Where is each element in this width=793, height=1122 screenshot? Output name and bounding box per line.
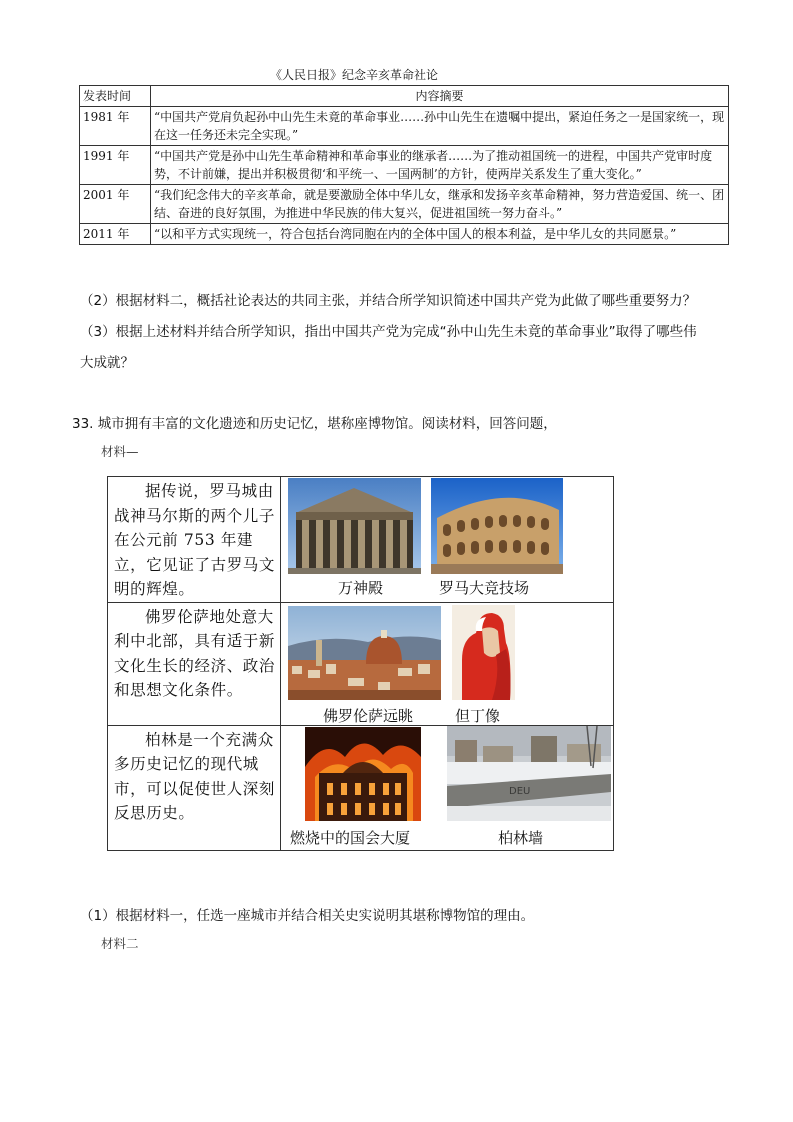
table-row xyxy=(80,224,729,245)
city-row-florence xyxy=(108,602,614,725)
question-2: （2）根据材料二，概括社论表达的共同主张，并结合所学知识简述中国共产党为此做了哪些重要努力？ xyxy=(80,293,697,309)
colosseum-image xyxy=(431,478,563,574)
row-text: “我们纪念伟大的辛亥革命，就是要激励全体中华儿女，继承和发扬辛亥革命精神，努力营造爱国、统一、团结、奋进的良好氛围，为推进中华民族的伟大复兴，促进祖国统一努力奋斗。” xyxy=(151,185,729,224)
question-3-line-2: 大成就？ xyxy=(80,355,134,371)
row-year: 1991 年 xyxy=(80,146,151,185)
question-3-line-1: （3）根据上述材料并结合所学知识，指出中国共产党为完成“孙中山先生未竟的革命事业”取得了哪些伟 xyxy=(80,324,697,340)
table-header-row xyxy=(80,86,729,107)
editorial-table xyxy=(79,85,729,245)
caption-dante: 但丁像 xyxy=(455,706,501,725)
material-2-label: 材料二 xyxy=(101,936,139,951)
rome-text: 据传说，罗马城由战神马尔斯的两个儿子在公元前 753 年建立，它见证了古罗马文明的辉煌。 xyxy=(108,477,281,603)
caption-colosseum: 罗马大竞技场 xyxy=(439,579,530,597)
question-33: 33. 城市拥有丰富的文化遗迹和历史记忆，堪称座博物馆。阅读材料，回答问题， xyxy=(72,416,557,432)
city-table xyxy=(107,476,614,851)
table-row xyxy=(80,146,729,185)
header-content: 内容摘要 xyxy=(151,86,729,107)
table-row xyxy=(80,185,729,224)
table1-caption: 《人民日报》纪念辛亥革命社论 xyxy=(270,68,439,82)
florence-view-image xyxy=(288,606,441,700)
berlin-pictures xyxy=(281,725,614,850)
city-row-rome xyxy=(108,477,614,603)
caption-berlin-wall: 柏林墙 xyxy=(498,828,544,847)
header-year: 发表时间 xyxy=(80,86,151,107)
question-1: （1）根据材料一，任选一座城市并结合相关史实说明其堪称博物馆的理由。 xyxy=(80,908,535,924)
caption-reichstag: 燃烧中的国会大厦 xyxy=(290,828,411,847)
table-row xyxy=(80,107,729,146)
caption-pantheon: 万神殿 xyxy=(338,579,384,597)
pantheon-image xyxy=(288,478,421,574)
row-text: “中国共产党肩负起孙中山先生未竟的革命事业……孙中山先生在遗嘱中提出，紧迫任务之一是国家统一，现在这一任务还未完全实现。” xyxy=(151,107,729,146)
florence-text: 佛罗伦萨地处意大利中北部，具有适于新文化生长的经济、政治和思想文化条件。 xyxy=(108,602,281,725)
caption-florence-view: 佛罗伦萨远眺 xyxy=(323,706,414,725)
city-row-berlin xyxy=(108,725,614,850)
berlin-wall-image xyxy=(447,726,611,821)
row-year: 2001 年 xyxy=(80,185,151,224)
row-year: 1981 年 xyxy=(80,107,151,146)
berlin-text: 柏林是一个充满众多历史记忆的现代城市，可以促使世人深刻反思历史。 xyxy=(108,725,281,850)
dante-portrait-image xyxy=(452,605,515,700)
svg-text:DEU: DEU xyxy=(509,785,531,797)
row-text: “中国共产党是孙中山先生革命精神和革命事业的继承者……为了推动祖国统一的进程，中国共产党审时度势，不计前嫌，提出并积极贯彻‘和平统一、一国两制’的方针，使两岸关系发生了重大变化。” xyxy=(151,146,729,185)
florence-pictures xyxy=(281,602,614,725)
rome-pictures xyxy=(281,477,614,603)
material-1-label: 材料— xyxy=(101,444,139,459)
row-text: “以和平方式实现统一，符合包括台湾同胞在内的全体中国人的根本利益，是中华儿女的共同愿景。” xyxy=(151,224,729,245)
row-year: 2011 年 xyxy=(80,224,151,245)
reichstag-fire-image xyxy=(305,727,421,821)
